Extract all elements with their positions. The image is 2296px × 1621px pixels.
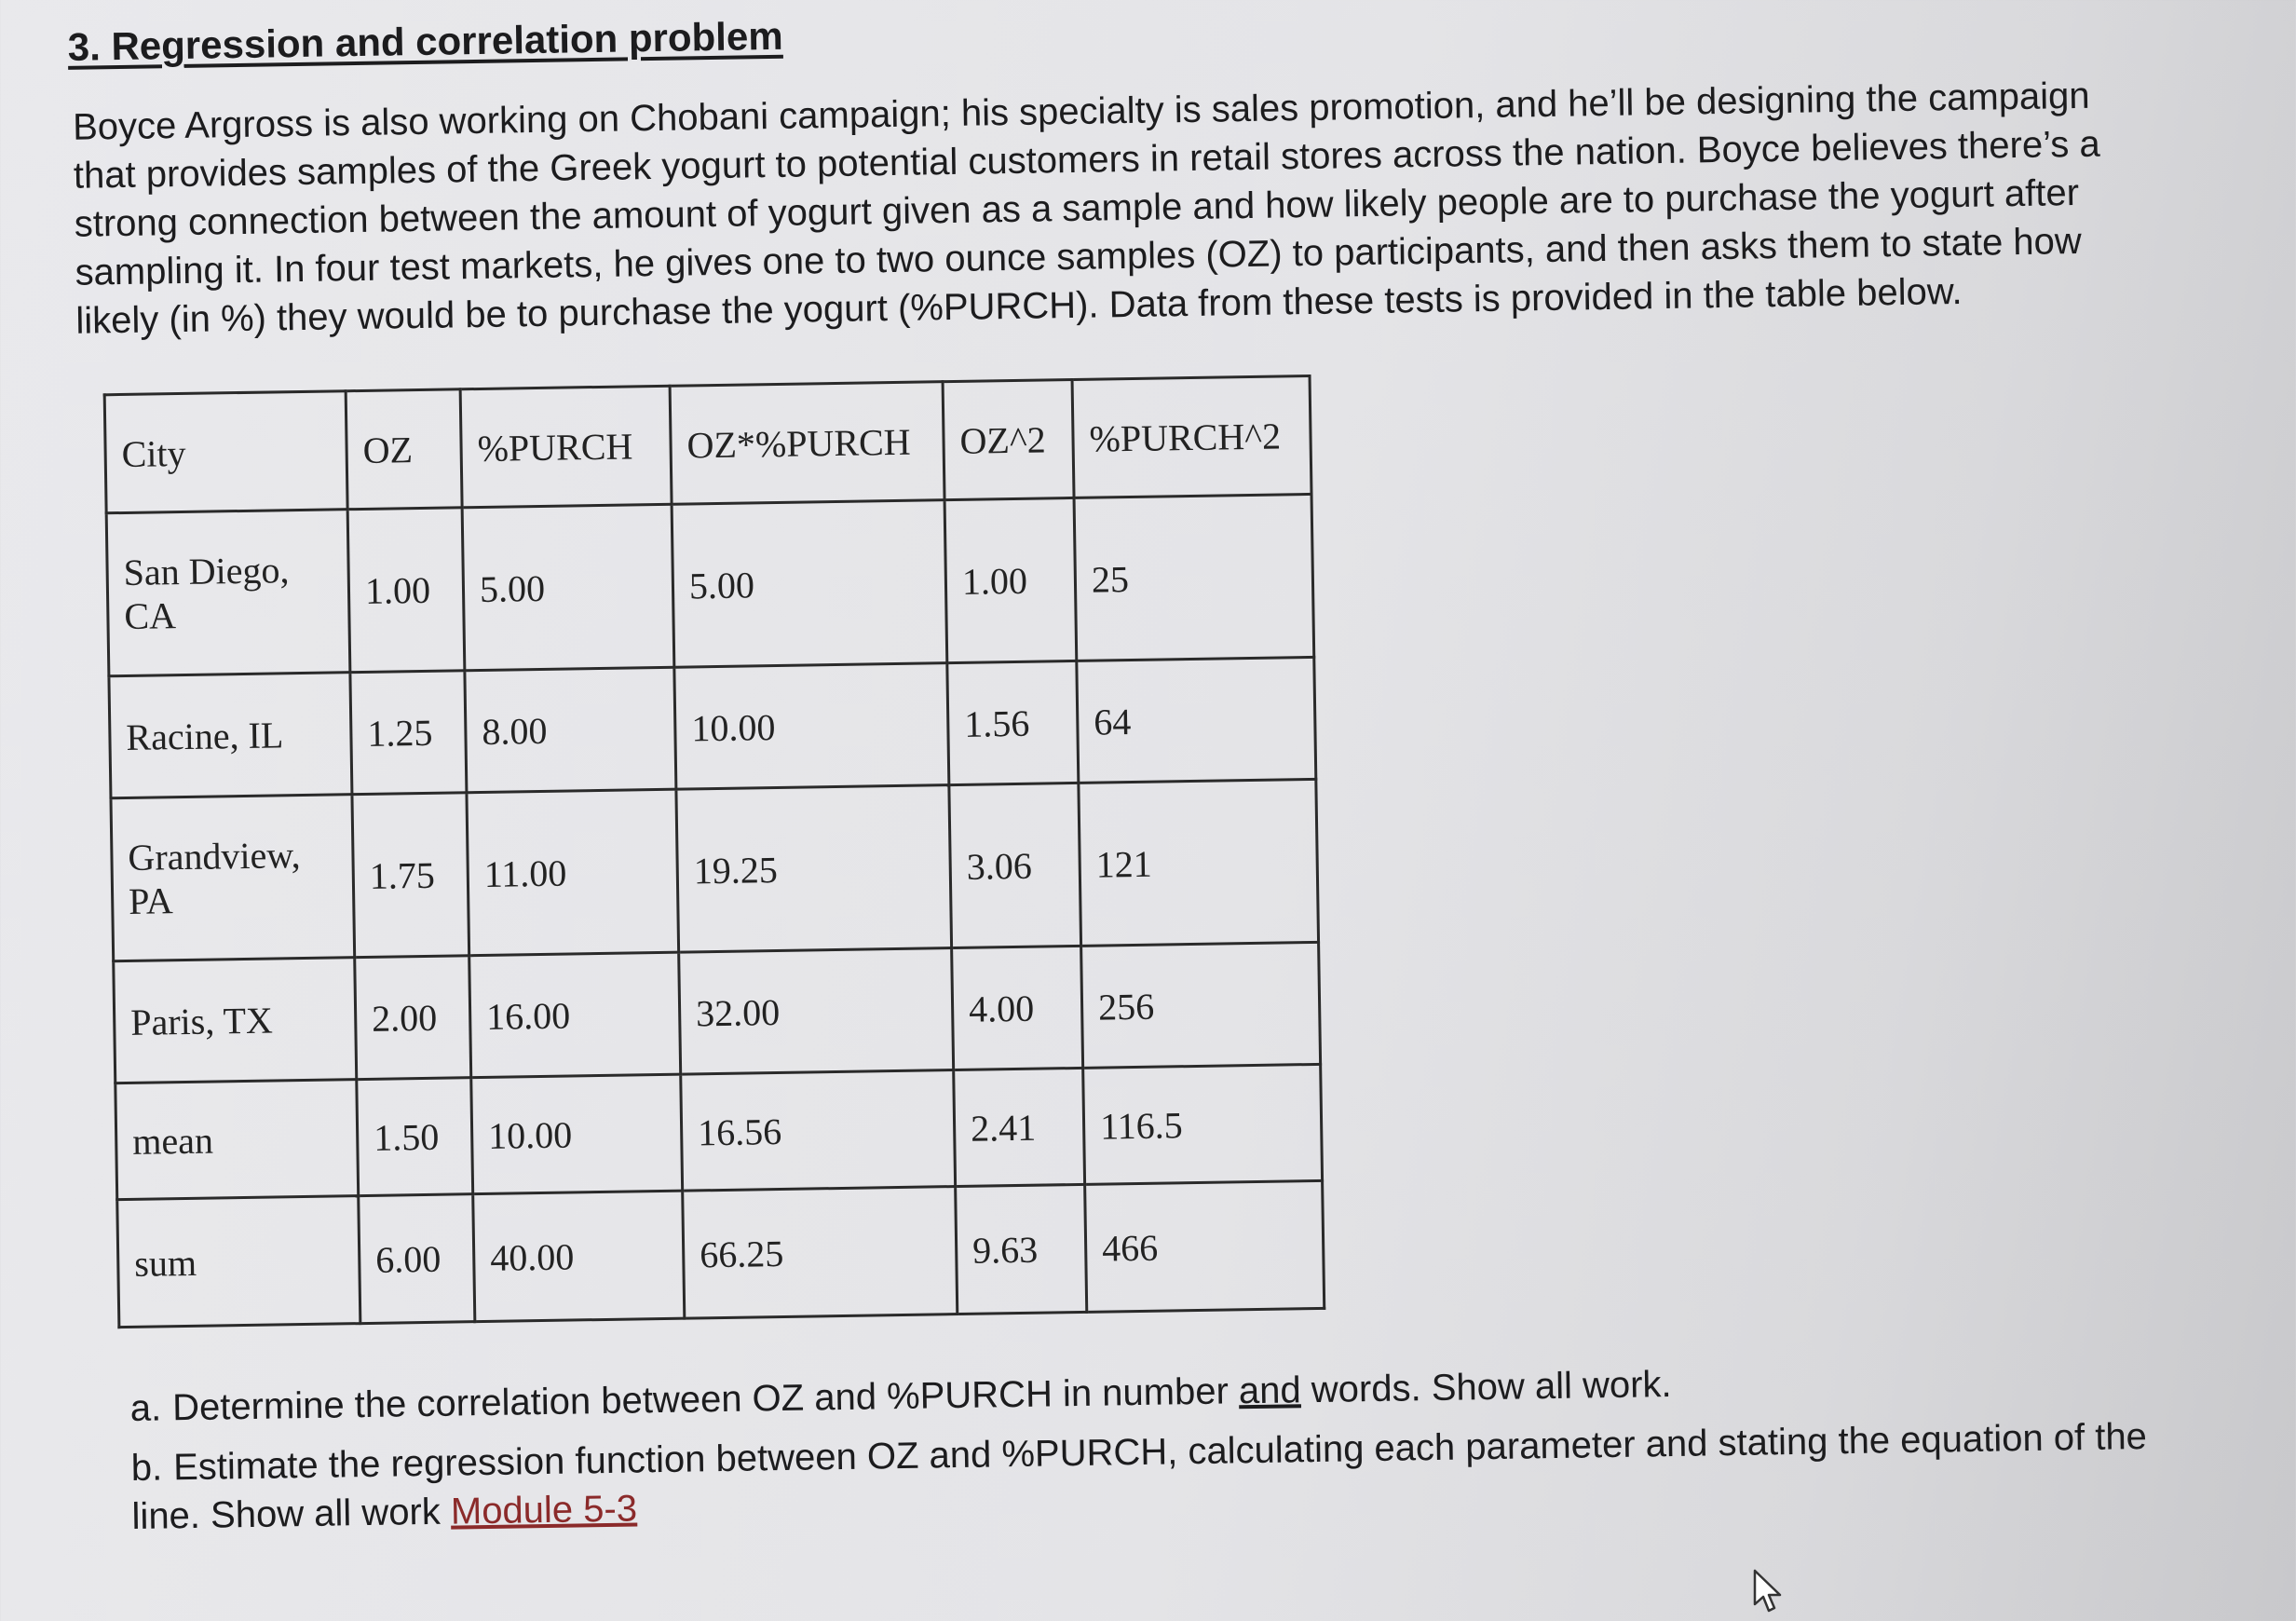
cell-oz-times-purch: 32.00 bbox=[679, 948, 954, 1075]
question-a-marker: a. bbox=[129, 1387, 162, 1429]
cell-oz: 1.25 bbox=[350, 671, 467, 795]
cell-oz: 2.00 bbox=[355, 956, 471, 1080]
cell-oz: 1.75 bbox=[352, 793, 469, 958]
cell-oz: 1.00 bbox=[347, 508, 465, 673]
cell-purch: 40.00 bbox=[473, 1191, 685, 1322]
cell-purch: 8.00 bbox=[465, 667, 676, 793]
header-purch: %PURCH bbox=[460, 386, 672, 508]
cell-purch-squared: 121 bbox=[1079, 779, 1319, 946]
question-a-text: Determine the correlation between OZ and %PURCH in number bbox=[171, 1370, 1230, 1429]
cell-oz-times-purch: 66.25 bbox=[683, 1187, 958, 1319]
cell-oz-squared: 2.41 bbox=[954, 1068, 1085, 1186]
cell-oz-times-purch: 5.00 bbox=[672, 500, 947, 668]
cell-oz-squared: 3.06 bbox=[949, 783, 1081, 947]
question-b-text: Estimate the regression function between OZ and %PURCH, calculating each parameter and stating the equation of the line. Show all work bbox=[131, 1415, 2148, 1537]
cell-purch-squared: 25 bbox=[1074, 494, 1314, 661]
cell-purch-squared: 116.5 bbox=[1083, 1064, 1323, 1184]
cell-oz: 6.00 bbox=[359, 1194, 475, 1324]
cell-oz-squared: 4.00 bbox=[952, 946, 1083, 1069]
cell-city: Racine, IL bbox=[109, 673, 352, 798]
cell-oz-squared: 9.63 bbox=[956, 1184, 1087, 1314]
data-table bbox=[103, 375, 1326, 1328]
cell-city: San Diego, CA bbox=[106, 510, 350, 676]
cell-oz: 1.50 bbox=[357, 1078, 473, 1196]
cell-city: Paris, TX bbox=[114, 958, 357, 1083]
question-b bbox=[130, 1412, 2162, 1541]
table-row bbox=[109, 657, 1316, 797]
cell-purch: 16.00 bbox=[469, 952, 681, 1078]
header-oz: OZ bbox=[346, 389, 462, 510]
table-row bbox=[114, 942, 1321, 1083]
cell-oz-squared: 1.56 bbox=[947, 661, 1079, 784]
question-b-marker: b. bbox=[130, 1447, 163, 1489]
table-row-sum bbox=[117, 1180, 1325, 1327]
header-purch-squared: %PURCH^2 bbox=[1072, 375, 1311, 497]
header-oz-squared: OZ^2 bbox=[943, 379, 1074, 499]
cell-purch-squared: 64 bbox=[1077, 657, 1316, 783]
cell-oz-times-purch: 16.56 bbox=[681, 1070, 956, 1192]
cell-oz-times-purch: 10.00 bbox=[674, 663, 949, 790]
problem-description: Boyce Argross is also working on Chobani campaign; his specialty is sales promotion, and he’ll be designing the campaign that provides samples of the Greek yogurt to potential customers in retail stores across the nation. Boyce believes there’s a strong connection between the amount of yogurt given as a sample and how likely people are to purchase the yogurt after sampling it. In four test markets, he gives one to two ounce samples (OZ) to participants, and then asks them to state how likely (in %) they would be to purchase the yogurt (%PURCH). Data from these tests is provided in the table below. bbox=[72, 75, 2100, 342]
cell-purch: 10.00 bbox=[471, 1074, 683, 1194]
cell-oz-times-purch: 19.25 bbox=[676, 785, 952, 953]
cell-purch-squared: 466 bbox=[1085, 1180, 1325, 1312]
mouse-pointer-icon bbox=[1753, 1569, 1785, 1614]
header-city: City bbox=[104, 391, 347, 513]
cell-label: sum bbox=[117, 1196, 360, 1328]
module-link[interactable]: Module 5-3 bbox=[450, 1488, 638, 1532]
question-a-emphasis: and bbox=[1238, 1369, 1302, 1412]
cell-oz-squared: 1.00 bbox=[944, 497, 1077, 662]
question-list bbox=[129, 1353, 2163, 1552]
cell-purch: 5.00 bbox=[462, 504, 674, 671]
section-heading: 3. Regression and correlation problem bbox=[67, 13, 783, 69]
cell-purch: 11.00 bbox=[467, 789, 679, 956]
table-row bbox=[111, 779, 1319, 960]
cell-city: Grandview, PA bbox=[111, 795, 355, 961]
cell-label: mean bbox=[115, 1080, 359, 1200]
question-a-text-end: words. Show all work. bbox=[1311, 1363, 1672, 1411]
header-oz-times-purch: OZ*%PURCH bbox=[670, 382, 944, 505]
table-row bbox=[106, 494, 1314, 675]
table-header-row bbox=[104, 375, 1311, 512]
cell-purch-squared: 256 bbox=[1081, 942, 1321, 1068]
table-row-mean bbox=[115, 1064, 1323, 1199]
